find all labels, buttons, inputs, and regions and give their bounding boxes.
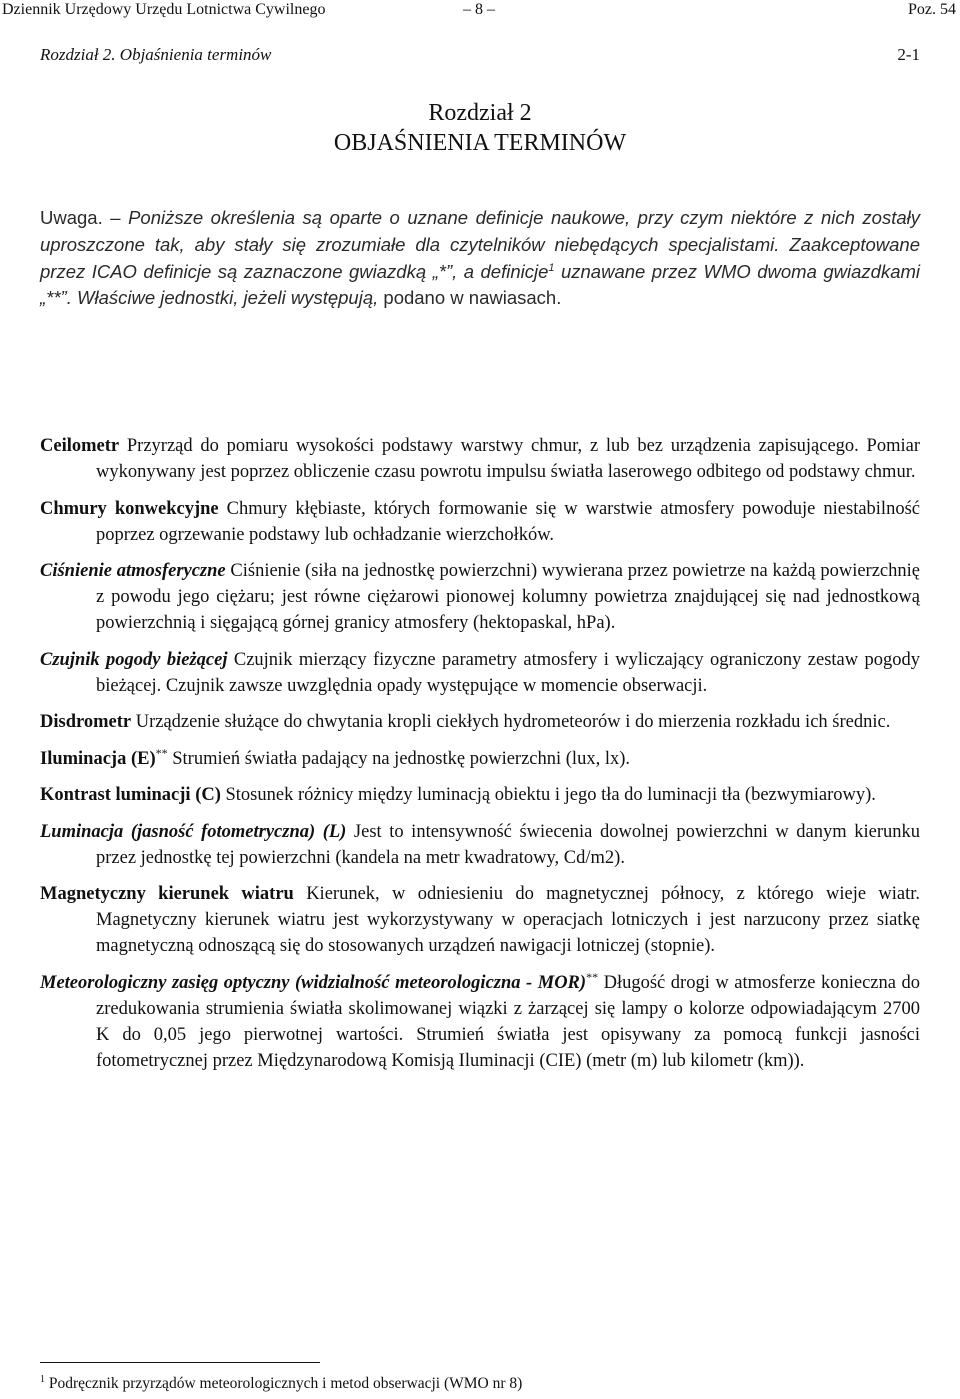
footnote-text: Podręcznik przyrządów meteorologicznych i metod obserwacji (WMO nr 8) [45,1375,523,1392]
wmo-marker: ** [155,745,168,760]
wmo-marker: ** [586,969,599,984]
definition-ceilometr [40,433,920,485]
definition-text: Długość drogi w atmosferze konieczna do zredukowania strumienia światła skolimowanej wiązki z żarzącej się lampy o kolorze odpowiadającym 2700 K do 0,05 jego pierwotnej wartości. Strumień światła jest opisywany za pomocą funkcji jasności fotometrycznej przez Międzynarodową Komisją Iluminacji (CIE) (metr (m) lub kilometr (km)). [96,972,920,1071]
gazette-header [2,0,956,20]
definition-text: Kierunek, w odniesieniu do magnetycznej północy, z którego wieje wiatr. Magnetyczny kierunek wiatru jest wykorzystywany w operacjach lotniczych i jest narzucony przez siatkę magnetyczną odnoszącą się do stosowanych urządzeń nawigacji lotniczej (stopnie). [96,884,920,956]
definition-term: Ceilometr [40,436,120,456]
note-tail: podano w nawiasach. [383,287,562,309]
definition-czujnik-pogody [40,647,920,699]
definition-iluminacja [40,746,920,772]
definition-term: Luminacja (jasność fotometryczna) (L) [40,821,347,842]
footnote-separator [40,1362,320,1363]
definition-cisnienie-atmosferyczne [40,558,920,636]
definition-mor [40,970,920,1074]
definition-term: Magnetyczny kierunek wiatru [40,884,294,904]
definition-text: Przyrząd do pomiaru wysokości podstawy warstwy chmur, z lub bez urządzenia zapisującego. Pomiar wykonywany jest poprzez obliczenie czasu powrotu impulsu światła laserowego odbitego od podstawy chmur. [96,436,920,482]
definition-text: Urządzenie służące do chwytania kropli ciekłych hydrometeorów i do mierzenia rozkładu ich średnic. [131,712,891,732]
chapter-number: Rozdział 2 [428,100,532,126]
chapter-page-number: 2-1 [897,45,920,64]
definition-term: Kontrast luminacji (C) [40,785,221,805]
definition-text: Stosunek różnicy między luminacją obiektu i jego tła do luminacji tła (bezwymiarowy). [220,785,876,805]
definitions-list [40,433,920,1084]
footnote [40,1374,920,1394]
definition-text: Chmury kłębiaste, których formowanie się w warstwie atmosfery powoduje niestabilność poprzez ogrzewanie podstawy lub ochładzanie wierzchołków. [96,498,920,545]
chapter-running-title: Rozdział 2. Objaśnienia terminów [40,45,272,64]
definition-chmury-konwekcyjne [40,496,920,548]
note-label: Uwaga. [40,207,103,228]
definition-text: Jest to intensywność świecenia dowolnej powierzchni w danym kierunku przez jednostkę tej powierzchni (kandela na metr kwadratowy, Cd/m2). [96,821,920,868]
page-marker: – 8 – [463,1,495,18]
definition-text: Strumień światła padający na jednostkę powierzchni (lux, lx). [167,748,630,769]
definition-term: Chmury konwekcyjne [40,498,219,519]
definition-disdrometr [40,709,920,735]
definition-term: Ciśnienie atmosferyczne [40,561,226,581]
definition-magnetyczny-kierunek-wiatru [40,881,920,959]
definition-luminacja [40,819,920,871]
footnote-number: 1 [40,1373,45,1385]
position-number: Poz. 54 [908,1,956,18]
definition-kontrast-luminacji [40,782,920,808]
definition-term: Disdrometr [40,712,132,732]
footnote-ref: 1 [548,261,555,274]
chapter-running-header [40,44,920,66]
note-text-a: – Poniższe określenia są oparte o uznane definicje naukowe, przy czym niektóre z nich zostały uproszczone tak, aby stały się zrozumiałe dla czytelników niebędących specjalistami. Zaakceptowane przez ICAO definicje są zaznaczone gwiazdką „*”, a definicje [40,207,920,282]
definition-text: Czujnik mierzący fizyczne parametry atmosfery i wyliczający ograniczony zestaw pogody bieżącej. Czujnik zawsze uwzględnia opady występujące w momencie obserwacji. [96,649,920,696]
note-paragraph [40,205,920,312]
chapter-title [0,98,960,158]
definition-term: Meteorologiczny zasięg optyczny (widzialność meteorologiczna - MOR) [40,972,587,993]
definition-term: Czujnik pogody bieżącej [40,649,228,670]
definition-term: Iluminacja (E) [40,748,156,769]
definition-text: Ciśnienie (siła na jednostkę powierzchni) wywierana przez powietrze na każdą powierzchnię z powodu jego ciężaru; jest równe ciężarowi pionowej kolumny powietrza znajdującej się nad jednostkową powierzchnią i sięgającą górnej granicy atmosfery (hektopaskal, hPa). [96,561,920,633]
note-text-b: uznawane przez WMO dwoma gwiazdkami „**”. Właściwe jednostki, jeżeli występują, [40,260,921,309]
chapter-name: OBJAŚNIENIA TERMINÓW [333,130,627,156]
publication-name: Dziennik Urzędowy Urzędu Lotnictwa Cywilnego [2,1,326,18]
